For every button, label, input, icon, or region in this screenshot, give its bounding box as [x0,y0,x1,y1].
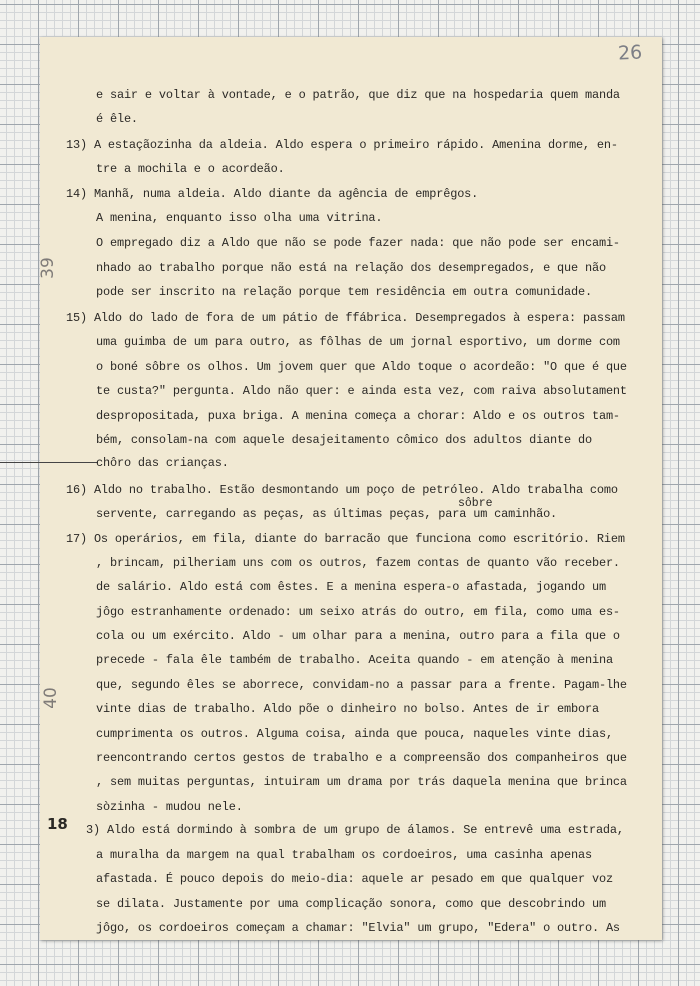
text-line: 3) Aldo está dormindo à sombra de um grupo de álamos. Se entrevê uma estrada, [86,823,624,837]
text-line: reencontrando certos gestos de trabalho e a compreensão dos companheiros que [96,751,627,765]
margin-note-39: 39 [37,257,58,279]
text-line: 16) Aldo no trabalho. Estão desmontando um poço de petróleo. Aldo trabalha como [66,483,618,497]
text-line: te custa?" pergunta. Aldo não quer: e ainda esta vez, com raiva absolutament [96,384,627,398]
text-line: pode ser inscrito na relação porque tem residência em outra comunidade. [96,285,592,299]
text-line: uma guimba de um para outro, as fôlhas de um jornal esportivo, um dorme com [96,335,620,349]
text-line: de salário. Aldo está com êstes. E a menina espera-o afastada, jogando um [96,580,606,594]
text-line: que, segundo êles se aborrece, convidam-no a passar para a frente. Pagam-lhe [96,678,627,692]
text-line: afastada. É pouco depois do meio-dia: aquele ar pesado em que qualquer voz [96,872,613,886]
text-line: 17) Os operários, em fila, diante do barracão que funciona como escritório. Riem [66,532,625,546]
text-line: o boné sôbre os olhos. Um jovem quer que Aldo toque o acordeão: "O que é que [96,360,627,374]
text-line: a muralha da margem na qual trabalham os cordoeiros, uma casinha apenas [96,848,592,862]
text-line: e sair e voltar à vontade, e o patrão, que diz que na hospedaria quem manda [96,88,620,102]
text-line: O empregado diz a Aldo que não se pode fazer nada: que não pode ser encami- [96,236,620,250]
text-line: sòzinha - mudou nele. [96,800,243,814]
interlinear-insert: sôbre [458,497,493,510]
text-line: cumprimenta os outros. Alguma coisa, ainda que pouca, naqueles vinte dias, [96,727,613,741]
page-number: 26 [617,41,643,65]
text-line: chôro das crianças. [96,456,229,470]
handwritten-number: 18 [47,815,68,833]
text-line: nhado ao trabalho porque não está na relação dos desempregados, e que não [96,261,606,275]
margin-note-40: 40 [40,687,61,709]
text-line: despropositada, puxa briga. A menina começa a chorar: Aldo e os outros tam- [96,409,620,423]
text-line: jôgo, os cordoeiros começam a chamar: "Elvia" um grupo, "Edera" o outro. As [96,921,620,935]
text-line: 15) Aldo do lado de fora de um pátio de ffábrica. Desempregados à espera: passam [66,311,625,325]
text-line: 14) Manhã, numa aldeia. Aldo diante da agência de emprêgos. [66,187,479,201]
text-line: tre a mochila e o acordeão. [96,162,285,176]
text-line: é êle. [96,112,138,126]
text-line: precede - fala êle também de trabalho. Aceita quando - em atenção à menina [96,653,613,667]
text-line: jôgo estranhamente ordenado: um seixo atrás do outro, em fila, como uma es- [96,605,620,619]
text-line: vinte dias de trabalho. Aldo põe o dinheiro no bolso. Antes de ir embora [96,702,599,716]
text-line: servente, carregando as peças, as últimas peças, para um caminhão. [96,507,558,521]
text-line: cola ou um exército. Aldo - um olhar para a menina, outro para a fila que o [96,629,620,643]
text-line: , brincam, pilheriam uns com os outros, fazem contas de quanto vão receber. [96,556,620,570]
text-line: bém, consolam-na com aquele desajeitamento cômico dos adultos diante do [96,433,592,447]
text-line: , sem muitas perguntas, intuiram um drama por trás daquela menina que brinca [96,775,627,789]
text-line: A menina, enquanto isso olha uma vitrina. [96,211,383,225]
text-line: se dilata. Justamente por uma complicação sonora, como que descobrindo um [96,897,606,911]
text-line: 13) A estaçãozinha da aldeia. Aldo espera o primeiro rápido. Amenina dorme, en- [66,138,618,152]
margin-rule-mark [0,462,98,463]
